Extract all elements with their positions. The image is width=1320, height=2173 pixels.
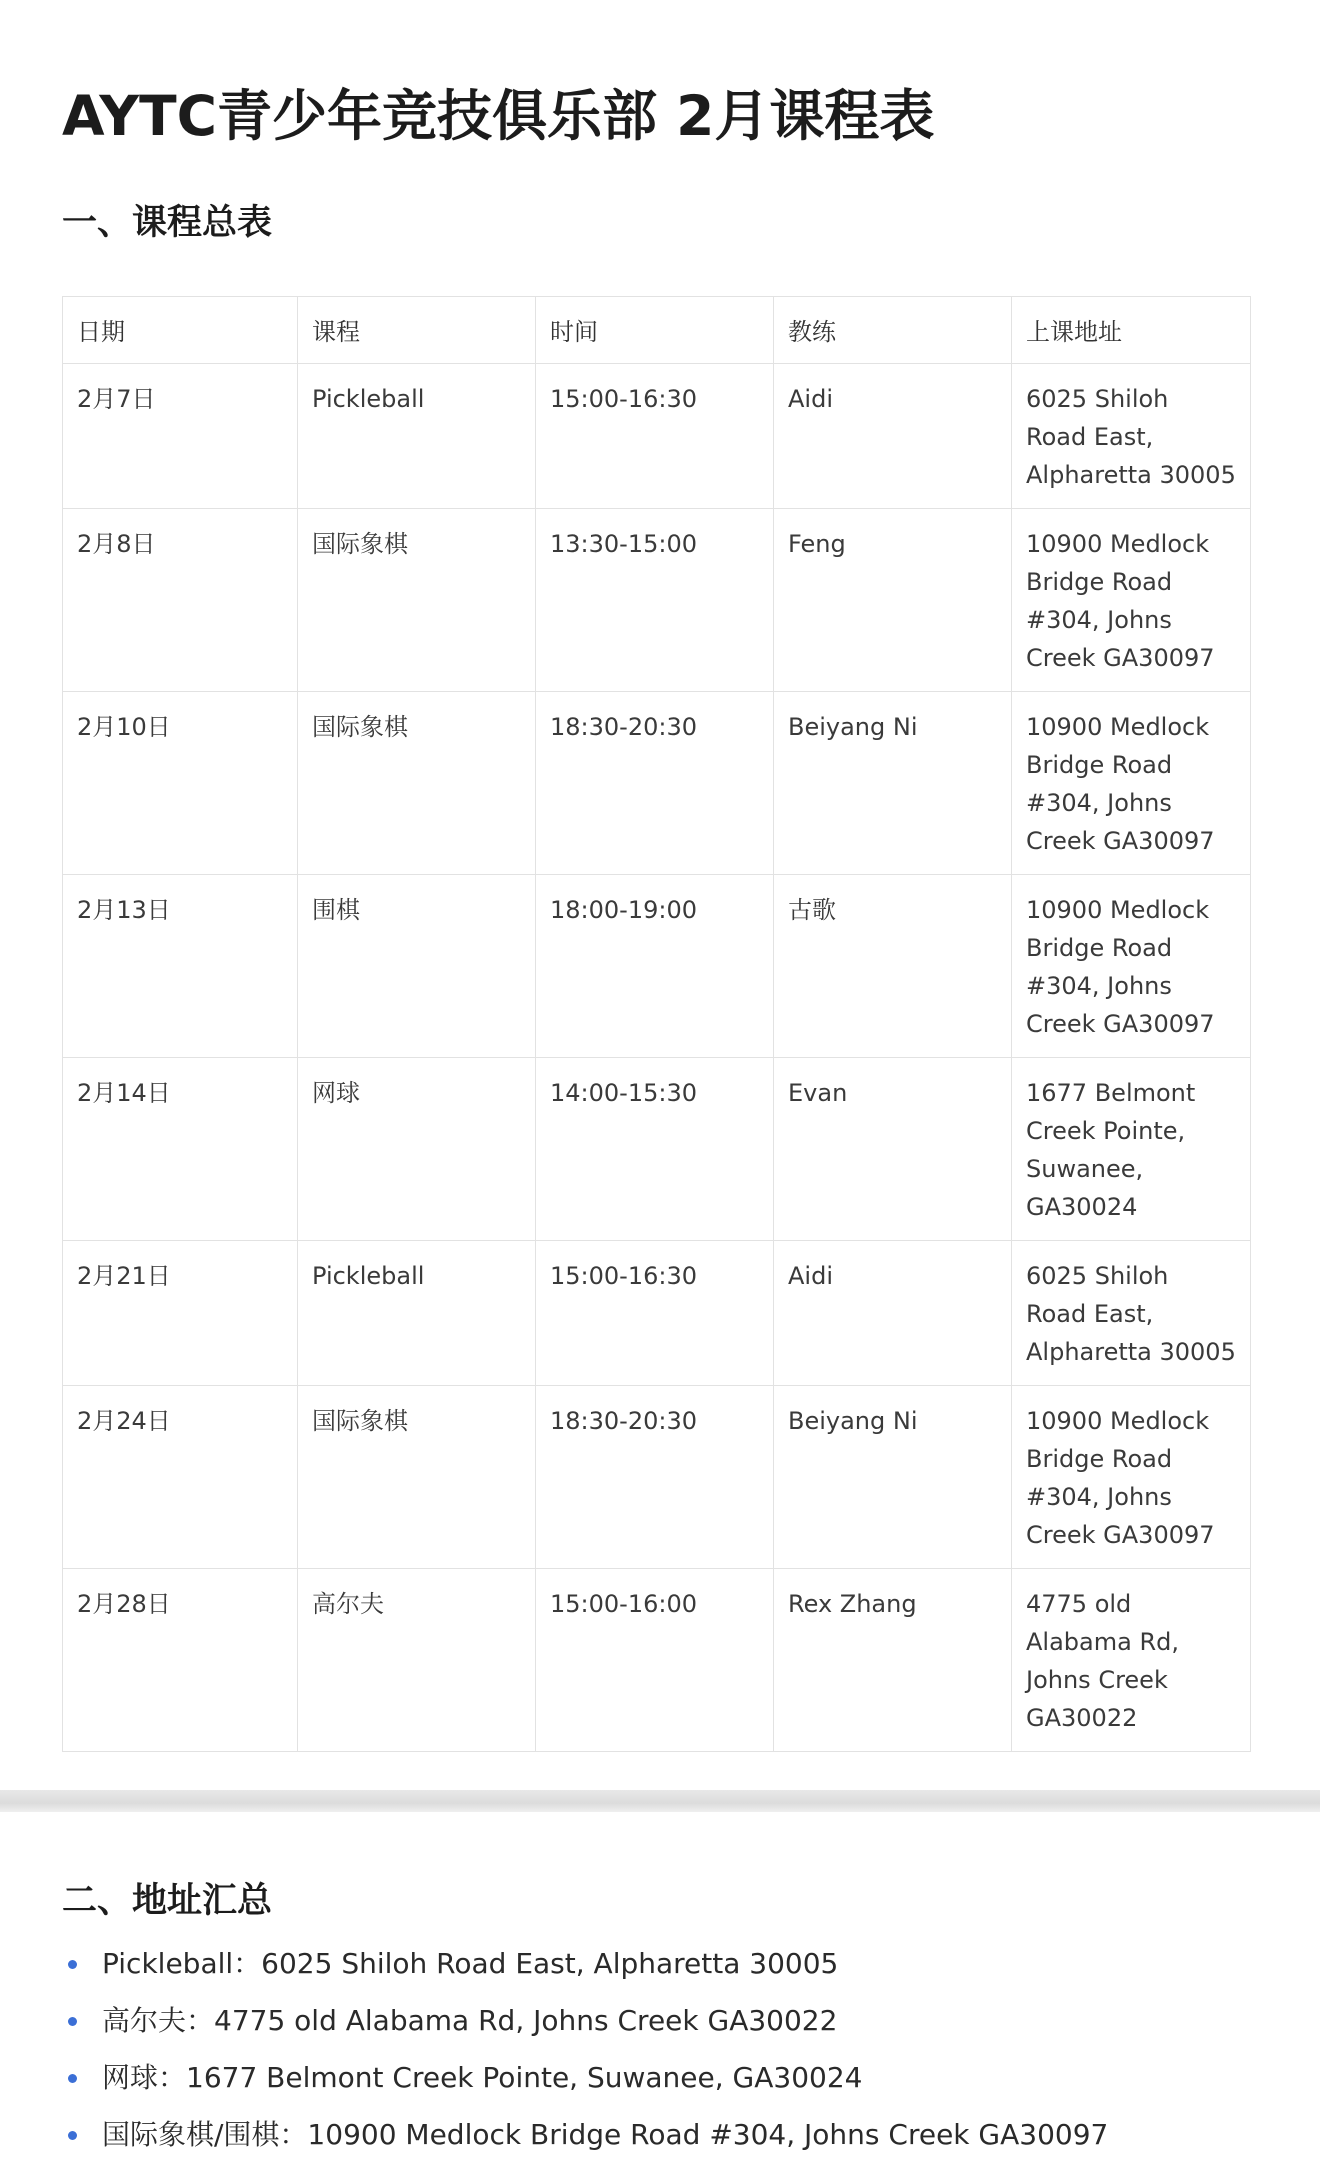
cell-date: 2月7日	[63, 364, 298, 509]
table-row	[63, 364, 1251, 509]
cell-time: 18:00-19:00	[536, 875, 774, 1058]
column-header-time: 时间	[536, 297, 774, 364]
list-item	[62, 1944, 1108, 2001]
section-divider	[0, 1790, 1320, 1812]
bullet-dot-icon	[68, 1960, 77, 1969]
cell-coach: Rex Zhang	[774, 1569, 1012, 1752]
cell-coach: Aidi	[774, 1241, 1012, 1386]
column-header-course: 课程	[298, 297, 536, 364]
cell-course: 网球	[298, 1058, 536, 1241]
cell-date: 2月24日	[63, 1386, 298, 1569]
list-item	[62, 2115, 1108, 2172]
cell-date: 2月8日	[63, 509, 298, 692]
table-row	[63, 1058, 1251, 1241]
cell-course: 围棋	[298, 875, 536, 1058]
cell-coach: Evan	[774, 1058, 1012, 1241]
address-text: 高尔夫：4775 old Alabama Rd, Johns Creek GA30022	[102, 2004, 838, 2037]
cell-course: Pickleball	[298, 364, 536, 509]
table-row	[63, 1386, 1251, 1569]
cell-address: 10900 Medlock Bridge Road #304, Johns Creek GA30097	[1012, 692, 1251, 875]
cell-coach: Aidi	[774, 364, 1012, 509]
list-item	[62, 2001, 1108, 2058]
cell-address: 10900 Medlock Bridge Road #304, Johns Creek GA30097	[1012, 509, 1251, 692]
address-text: 网球：1677 Belmont Creek Pointe, Suwanee, GA30024	[102, 2061, 863, 2094]
column-header-address: 上课地址	[1012, 297, 1251, 364]
cell-coach: 古歌	[774, 875, 1012, 1058]
bullet-dot-icon	[68, 2131, 77, 2140]
cell-course: 国际象棋	[298, 509, 536, 692]
cell-coach: Beiyang Ni	[774, 1386, 1012, 1569]
cell-address: 6025 Shiloh Road East, Alpharetta 30005	[1012, 1241, 1251, 1386]
table-header-row	[63, 297, 1251, 364]
cell-time: 15:00-16:30	[536, 1241, 774, 1386]
cell-time: 14:00-15:30	[536, 1058, 774, 1241]
cell-address: 1677 Belmont Creek Pointe, Suwanee, GA30024	[1012, 1058, 1251, 1241]
address-text: 国际象棋/围棋：10900 Medlock Bridge Road #304, Johns Creek GA30097	[102, 2118, 1109, 2151]
cell-course: 高尔夫	[298, 1569, 536, 1752]
cell-date: 2月21日	[63, 1241, 298, 1386]
cell-address: 4775 old Alabama Rd, Johns Creek GA30022	[1012, 1569, 1251, 1752]
cell-time: 15:00-16:00	[536, 1569, 774, 1752]
cell-time: 18:30-20:30	[536, 692, 774, 875]
schedule-table	[62, 296, 1251, 1752]
bullet-dot-icon	[68, 2074, 77, 2083]
cell-date: 2月13日	[63, 875, 298, 1058]
section-heading-schedule: 一、课程总表	[62, 203, 273, 243]
cell-date: 2月10日	[63, 692, 298, 875]
cell-course: Pickleball	[298, 1241, 536, 1386]
address-text: Pickleball：6025 Shiloh Road East, Alpharetta 30005	[102, 1947, 839, 1980]
bullet-dot-icon	[68, 2017, 77, 2026]
table-row	[63, 692, 1251, 875]
table-row	[63, 875, 1251, 1058]
cell-course: 国际象棋	[298, 692, 536, 875]
table-row	[63, 509, 1251, 692]
section-heading-addresses: 二、地址汇总	[62, 1881, 273, 1921]
table-row	[63, 1569, 1251, 1752]
cell-address: 10900 Medlock Bridge Road #304, Johns Creek GA30097	[1012, 875, 1251, 1058]
cell-address: 6025 Shiloh Road East, Alpharetta 30005	[1012, 364, 1251, 509]
cell-time: 15:00-16:30	[536, 364, 774, 509]
column-header-coach: 教练	[774, 297, 1012, 364]
cell-date: 2月28日	[63, 1569, 298, 1752]
page-title: AYTC青少年竞技俱乐部 2月课程表	[62, 84, 935, 148]
cell-coach: Feng	[774, 509, 1012, 692]
list-item	[62, 2058, 1108, 2115]
cell-time: 13:30-15:00	[536, 509, 774, 692]
address-list	[62, 1944, 1108, 2172]
cell-course: 国际象棋	[298, 1386, 536, 1569]
column-header-date: 日期	[63, 297, 298, 364]
cell-time: 18:30-20:30	[536, 1386, 774, 1569]
cell-date: 2月14日	[63, 1058, 298, 1241]
cell-coach: Beiyang Ni	[774, 692, 1012, 875]
table-row	[63, 1241, 1251, 1386]
cell-address: 10900 Medlock Bridge Road #304, Johns Creek GA30097	[1012, 1386, 1251, 1569]
